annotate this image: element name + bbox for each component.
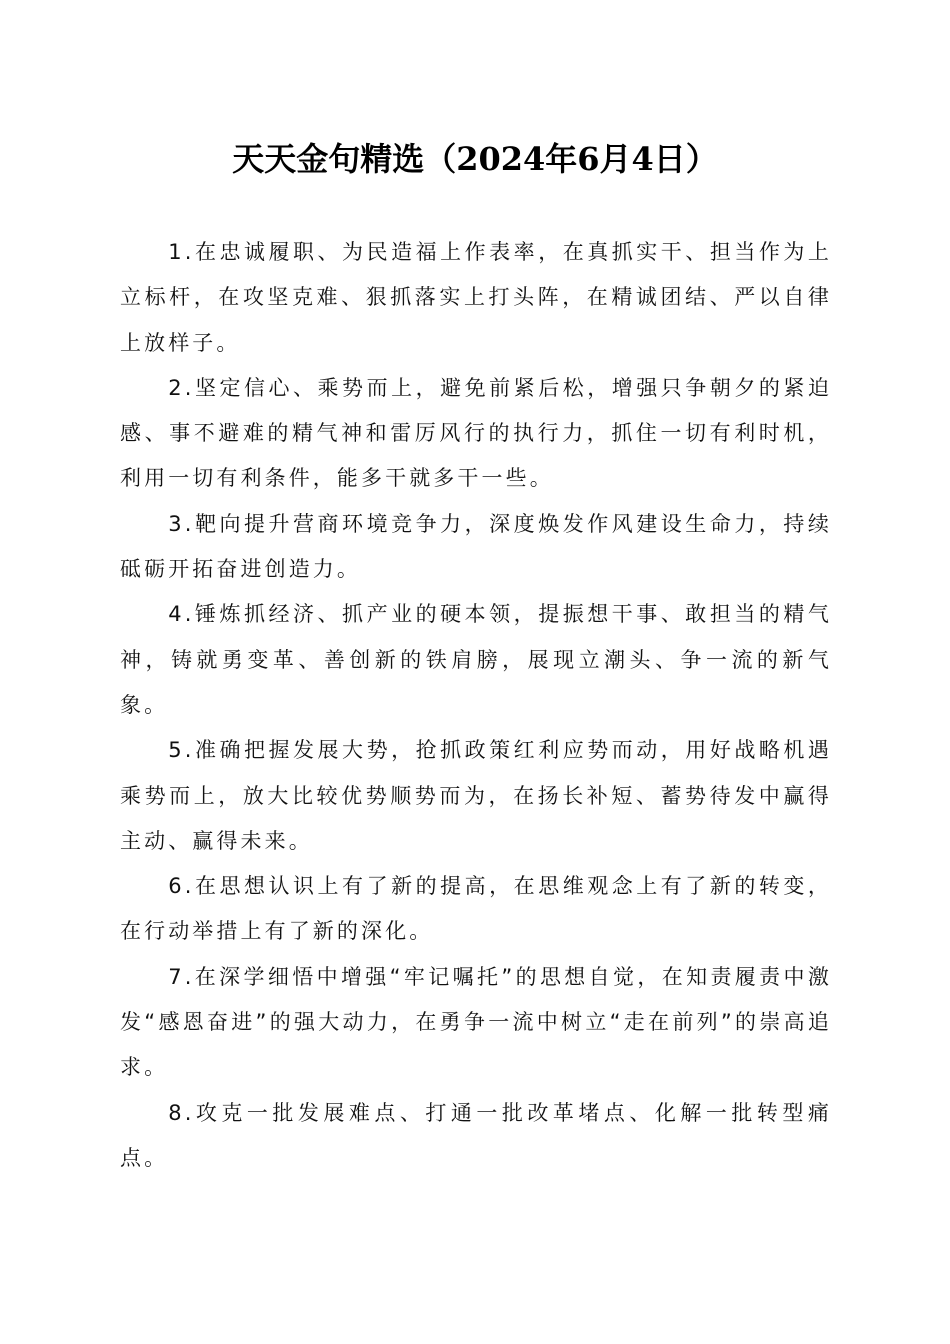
paragraph-8: 8.攻克一批发展难点、打通一批改革堵点、化解一批转型痛点。 bbox=[120, 1100, 832, 1170]
paragraph-7: 7.在深学细悟中增强“牢记嘱托”的思想自觉，在知责履责中激发“感恩奋进”的强大动力，在勇争一流中树立“走在前列”的崇高追求。 bbox=[120, 964, 832, 1080]
paragraph-4: 4.锤炼抓经济、抓产业的硬本领，提振想干事、敢担当的精气神，铸就勇变革、善创新的铁肩膀，展现立潮头、争一流的新气象。 bbox=[120, 602, 832, 717]
document-title: 天天金句精选（2024年6月4日） bbox=[232, 140, 718, 178]
paragraph-1: 1.在忠诚履职、为民造福上作表率，在真抓实干、担当作为上立标杆，在攻坚克难、狠抓落实上打头阵，在精诚团结、严以自律上放样子。 bbox=[120, 240, 832, 355]
document-body bbox=[120, 230, 832, 1181]
paragraph-5: 5.准确把握发展大势，抢抓政策红利应势而动，用好战略机遇乘势而上，放大比较优势顺势而为，在扬长补短、蓄势待发中赢得主动、赢得未来。 bbox=[120, 738, 832, 853]
paragraph-6: 6.在思想认识上有了新的提高，在思维观念上有了新的转变，在行动举措上有了新的深化。 bbox=[120, 874, 832, 944]
paragraph-3: 3.靶向提升营商环境竞争力，深度焕发作风建设生命力，持续砥砺开拓奋进创造力。 bbox=[120, 511, 832, 582]
paragraph-2: 2.坚定信心、乘势而上，避免前紧后松，增强只争朝夕的紧迫感、事不避难的精气神和雷厉风行的执行力，抓住一切有利时机，利用一切有利条件，能多干就多干一些。 bbox=[120, 375, 832, 491]
